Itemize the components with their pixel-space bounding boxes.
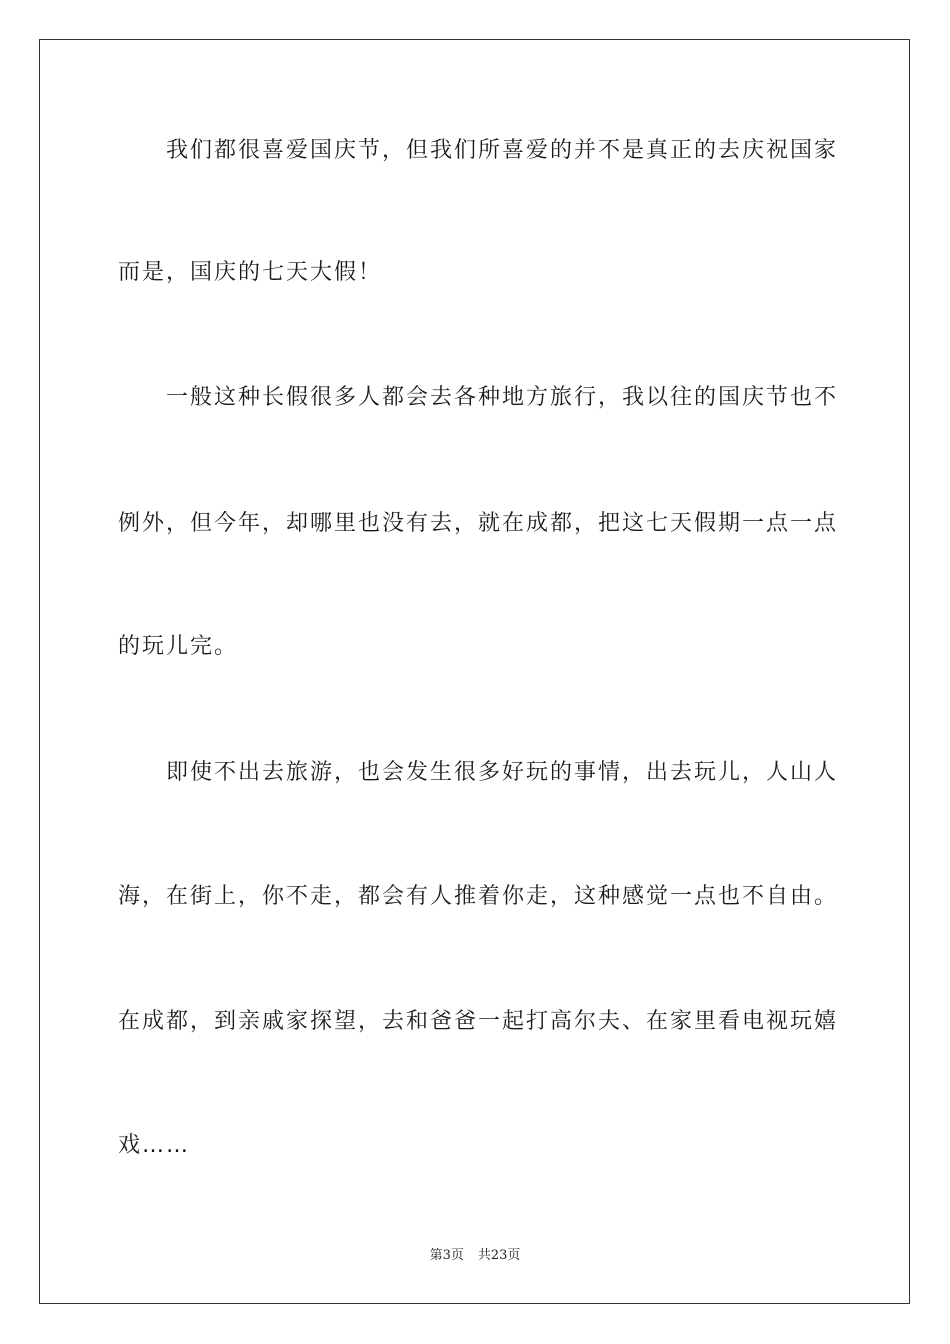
page-number: 第3页 bbox=[429, 1248, 464, 1263]
paragraph-2-line-1: 一般这种长假很多人都会去各种地方旅行，我以往的国庆节也不 bbox=[166, 385, 839, 410]
page-border bbox=[39, 39, 910, 1304]
paragraph-2-line-3: 的玩儿完。 bbox=[118, 634, 239, 659]
page-total: 共23页 bbox=[477, 1248, 521, 1263]
paragraph-1-line-2: 而是，国庆的七天大假！ bbox=[118, 260, 383, 285]
paragraph-3-line-1: 即使不出去旅游，也会发生很多好玩的事情，出去玩儿，人山人 bbox=[166, 760, 839, 785]
paragraph-3-line-2: 海，在街上，你不走，都会有人推着你走，这种感觉一点也不自由。 bbox=[118, 884, 839, 909]
paragraph-3-line-4: 戏…… bbox=[118, 1133, 191, 1158]
paragraph-3-line-3: 在成都，到亲戚家探望，去和爸爸一起打高尔夫、在家里看电视玩嬉 bbox=[118, 1009, 839, 1034]
paragraph-1-line-1: 我们都很喜爱国庆节，但我们所喜爱的并不是真正的去庆祝国家 bbox=[166, 138, 839, 163]
page-footer bbox=[0, 1247, 950, 1265]
paragraph-2-line-2: 例外，但今年，却哪里也没有去，就在成都，把这七天假期一点一点 bbox=[118, 511, 839, 536]
